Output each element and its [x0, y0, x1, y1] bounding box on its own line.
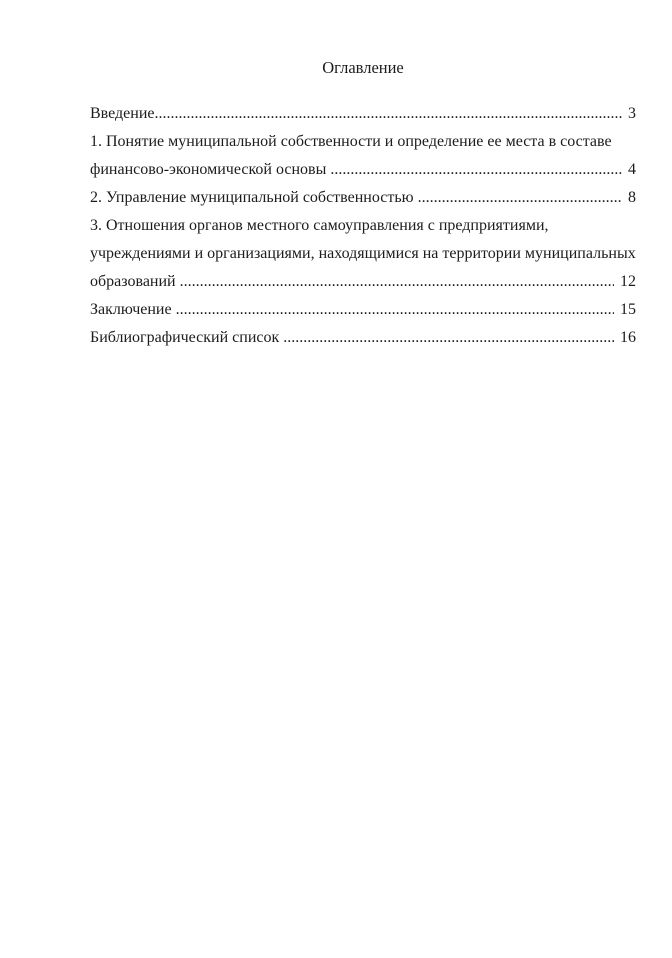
page-title: Оглавление — [322, 58, 404, 77]
dot-leader — [283, 324, 614, 352]
table-of-contents — [90, 100, 636, 352]
toc-row-vvedenie — [90, 100, 636, 128]
dot-leader — [155, 100, 623, 128]
toc-row-section3-line2 — [90, 240, 636, 268]
toc-entry-text: Заключение — [90, 301, 176, 318]
toc-row-section1-line1 — [90, 128, 636, 156]
dot-leader — [330, 156, 622, 184]
toc-entry-text: образований — [90, 273, 180, 290]
toc-entry-text: учреждениями и организациями, находящимися на территории муниципальных — [90, 245, 636, 262]
dot-leader — [176, 296, 614, 324]
toc-page-number: 3 — [628, 105, 636, 122]
toc-entry-text: 1. Понятие муниципальной собственности и определение ее места в составе — [90, 133, 612, 150]
toc-row-bibliografiya — [90, 324, 636, 352]
dot-leader — [180, 268, 614, 296]
toc-entry-text: 2. Управление муниципальной собственностью — [90, 189, 418, 206]
toc-row-section2 — [90, 184, 636, 212]
toc-page-number: 8 — [628, 189, 636, 206]
toc-page-number: 4 — [628, 161, 636, 178]
toc-row-section3-line3 — [90, 268, 636, 296]
toc-page-number: 12 — [620, 273, 636, 290]
dot-leader — [418, 184, 622, 212]
toc-entry-text: финансово-экономической основы — [90, 161, 331, 178]
toc-row-section1-line2 — [90, 156, 636, 184]
toc-row-section3-line1 — [90, 212, 636, 240]
toc-entry-text: 3. Отношения органов местного самоуправления с предприятиями, — [90, 217, 549, 234]
toc-entry-text: Библиографический список — [90, 329, 284, 346]
toc-row-zaklyuchenie — [90, 296, 636, 324]
toc-page-number: 16 — [620, 329, 636, 346]
toc-page-number: 15 — [620, 301, 636, 318]
toc-entry-text: Введение — [90, 105, 155, 122]
